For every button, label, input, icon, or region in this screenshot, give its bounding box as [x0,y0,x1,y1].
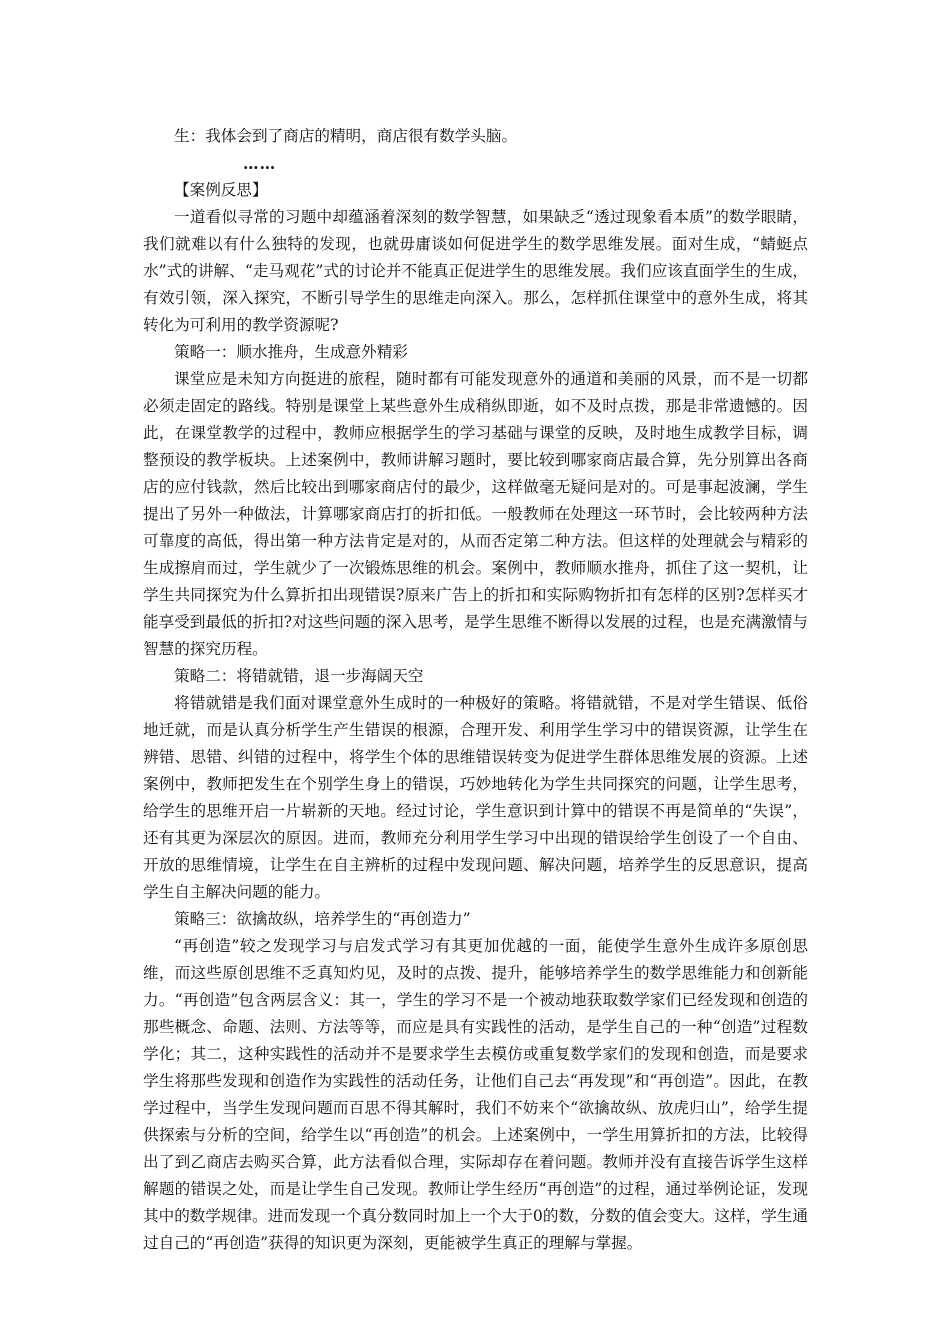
reflection-paragraph: 一道看似寻常的习题中却蕴涵着深刻的数学智慧，如果缺乏“透过现象看本质”的数学眼睛，我们就难以有什么独特的发现，也就毋庸谈如何促进学生的数学思维发展。面对生成，“蜻蜓点水”式的讲解、“走马观花”式的讨论并不能真正促进学生的思维发展。我们应该直面学生的生成，有效引领，深入探究，不断引导学生的思维走向深入。那么，怎样抓住课堂中的意外生成，将其转化为可利用的教学资源呢? [143,208,808,334]
document-body [143,123,808,1257]
ellipsis: …… [243,154,277,173]
strategy-3-heading: 策略三：欲擒故纵，培养学生的“再创造力” [174,910,471,928]
strategy-3-paragraph: “再创造”较之发现学习与启发式学习有其更加优越的一面，能使学生意外生成许多原创思维，而这些原创思维不乏真知灼见，及时的点拨、提升，能够培养学生的数学思维能力和创新能力。“再创造”包含两层含义：其一，学生的学习不是一个被动地获取数学家们已经发现和创造的那些概念、命题、法则、方法等等，而应是具有实践性的活动，是学生自己的一种“创造”过程数学化；其二，这种实践性的活动并不是要求学生去模仿或重复数学家们的发现和创造，而是要求学生将那些发现和创造作为实践性的活动任务，让他们自己去“再发现”和“再创造”。因此，在教学过程中，当学生发现问题而百思不得其解时，我们不妨来个“欲擒故纵、放虎归山”，给学生提供探索与分析的空间，给学生以“再创造”的机会。上述案例中，一学生用算折扣的方法，比较得出了到乙商店去购买合算，此方法看似合理，实际却存在着问题。教师并没有直接告诉学生这样解题的错误之处，而是让学生自己发现。教师让学生经历“再创造”的过程，通过举例论证，发现其中的数学规律。进而发现一个真分数同时加上一个大于0的数，分数的值会变大。这样，学生通过自己的“再创造”获得的知识更为深刻，更能被学生真正的理解与掌握。 [143,937,808,1252]
reflection-heading: 【案例反思】 [174,181,268,199]
strategy-2-paragraph: 将错就错是我们面对课堂意外生成时的一种极好的策略。将错就错，不是对学生错误、低俗地迁就，而是认真分析学生产生错误的根源，合理开发、利用学生学习中的错误资源，让学生在辨错、思错、纠错的过程中，将学生个体的思维错误转变为促进学生群体思维发展的资源。上述案例中，教师把发生在个别学生身上的错误，巧妙地转化为学生共同探究的问题，让学生思考，给学生的思维开启一片崭新的天地。经过讨论，学生意识到计算中的错误不再是简单的“失误”，还有其更为深层次的原因。进而，教师充分利用学生学习中出现的错误给学生创设了一个自由、开放的思维情境，让学生在自主辨析的过程中发现问题、解决问题，培养学生的反思意识，提高学生自主解决问题的能力。 [143,694,808,901]
strategy-2-heading: 策略二：将错就错，退一步海阔天空 [174,667,424,685]
student-response-line: 生：我体会到了商店的精明，商店很有数学头脑。 [174,127,518,145]
strategy-1-heading: 策略一：顺水推舟，生成意外精彩 [174,343,408,361]
strategy-1-paragraph: 课堂应是未知方向挺进的旅程，随时都有可能发现意外的通道和美丽的风景，而不是一切都必须走固定的路线。特别是课堂上某些意外生成稍纵即逝，如不及时点拨，那是非常遗憾的。因此，在课堂教学的过程中，教师应根据学生的学习基础与课堂的反映，及时地生成教学目标，调整预设的教学板块。上述案例中，教师讲解习题时，要比较到哪家商店最合算，先分别算出各商店的应付钱款，然后比较出到哪家商店付的最少，这样做毫无疑问是对的。可是事起波澜，学生提出了另外一种做法，计算哪家商店打的折扣低。一般教师在处理这一环节时，会比较两种方法可靠度的高低，得出第一种方法肯定是对的，从而否定第二种方法。但这样的处理就会与精彩的生成擦肩而过，学生就少了一次锻炼思维的机会。案例中，教师顺水推舟，抓住了这一契机，让学生共同探究为什么算折扣出现错误?原来广告上的折扣和实际购物折扣有怎样的区别?怎样买才能享受到最低的折扣?对这些问题的深入思考，是学生思维不断得以发展的过程，也是充满激情与智慧的探究历程。 [143,370,808,658]
